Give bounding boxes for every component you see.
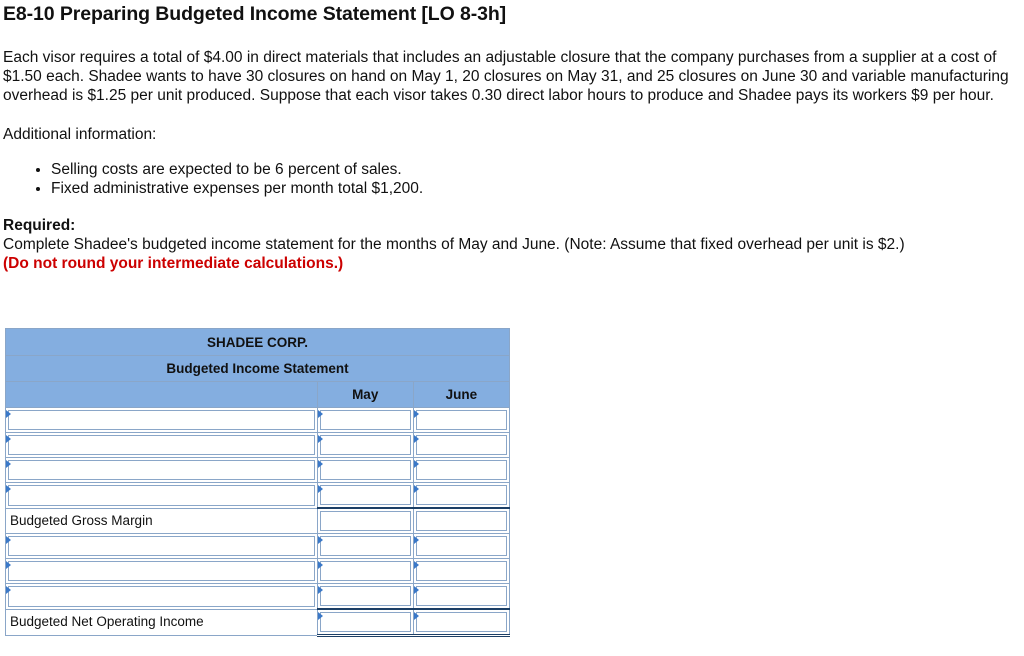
page-title: E8-10 Preparing Budgeted Income Statement [LO 8-3h]	[3, 3, 507, 25]
may-gross-margin-input[interactable]	[317, 508, 413, 534]
income-statement-table	[5, 328, 510, 637]
june-amount-input[interactable]	[413, 458, 509, 483]
dropdown-marker-icon	[414, 561, 419, 569]
june-amount-input[interactable]	[413, 559, 509, 584]
label-column-header	[6, 382, 318, 408]
row-label-dropdown[interactable]	[6, 559, 318, 584]
june-amount-input[interactable]	[413, 433, 509, 458]
may-amount-input[interactable]	[317, 433, 413, 458]
table-row	[6, 534, 510, 559]
dropdown-marker-icon	[318, 410, 323, 418]
table-row	[6, 584, 510, 610]
june-amount-input[interactable]	[413, 483, 509, 509]
table-row	[6, 559, 510, 584]
intro-paragraph: Each visor requires a total of $4.00 in direct materials that includes an adjustable closure that the company purchases from a supplier at a cost of $1.50 each. Shadee wants to have 30 closures on hand on May 1, 20 closures on May 31, and 25 closures on June 30 and variable manufacturing overhead is $1.25 per unit produced. Suppose that each visor takes 0.30 direct labor hours to produce and Shadee pays its workers $9 per hour.	[3, 49, 1009, 104]
may-column-header: May	[317, 382, 413, 408]
table-row	[6, 483, 510, 509]
row-label-dropdown[interactable]	[6, 433, 318, 458]
dropdown-marker-icon	[318, 536, 323, 544]
additional-info-list	[3, 160, 1021, 198]
dropdown-marker-icon	[414, 536, 419, 544]
dropdown-marker-icon	[318, 460, 323, 468]
may-amount-input[interactable]	[317, 458, 413, 483]
dropdown-marker-icon	[6, 435, 11, 443]
june-column-header: June	[413, 382, 509, 408]
column-header-row	[6, 382, 510, 408]
net-operating-income-label	[6, 609, 318, 636]
statement-title-row	[6, 356, 510, 382]
statement-title: Budgeted Income Statement	[6, 356, 510, 382]
additional-info-label: Additional information:	[3, 126, 157, 143]
dropdown-marker-icon	[414, 460, 419, 468]
table-row	[6, 458, 510, 483]
may-amount-input[interactable]	[317, 559, 413, 584]
bullet-selling-costs: • Selling costs are expected to be 6 percent of sales.	[51, 160, 1021, 179]
dropdown-marker-icon	[414, 612, 419, 620]
dropdown-marker-icon	[318, 435, 323, 443]
row-label-dropdown[interactable]	[6, 534, 318, 559]
dropdown-marker-icon	[318, 612, 323, 620]
may-amount-input[interactable]	[317, 483, 413, 509]
required-text: Complete Shadee's budgeted income statement for the months of May and June. (Note: Assume that fixed overhead per unit is $2.)	[3, 236, 905, 253]
may-amount-input[interactable]	[317, 584, 413, 610]
dropdown-marker-icon	[6, 536, 11, 544]
row-label-dropdown[interactable]	[6, 408, 318, 433]
statement-company: SHADEE CORP.	[6, 329, 510, 356]
dropdown-marker-icon	[414, 586, 419, 594]
june-amount-input[interactable]	[413, 584, 509, 610]
dropdown-marker-icon	[6, 561, 11, 569]
june-net-income-input[interactable]	[413, 609, 509, 636]
row-label-dropdown[interactable]	[6, 483, 318, 509]
dropdown-marker-icon	[318, 586, 323, 594]
bullet-admin-expenses: • Fixed administrative expenses per month total $1,200.	[51, 179, 1021, 198]
required-note: (Do not round your intermediate calculations.)	[3, 255, 344, 272]
gross-margin-row	[6, 508, 510, 534]
may-amount-input[interactable]	[317, 408, 413, 433]
dropdown-marker-icon	[6, 586, 11, 594]
gross-margin-label-text: Budgeted Gross Margin	[10, 512, 153, 528]
may-net-income-input[interactable]	[317, 609, 413, 636]
june-gross-margin-input[interactable]	[413, 508, 509, 534]
dropdown-marker-icon	[414, 485, 419, 493]
row-label-dropdown[interactable]	[6, 458, 318, 483]
net-operating-income-label-text: Budgeted Net Operating Income	[10, 614, 204, 630]
june-amount-input[interactable]	[413, 408, 509, 433]
row-label-dropdown[interactable]	[6, 584, 318, 610]
required-label: Required:	[3, 217, 76, 234]
dropdown-marker-icon	[6, 485, 11, 493]
june-amount-input[interactable]	[413, 534, 509, 559]
dropdown-marker-icon	[6, 410, 11, 418]
dropdown-marker-icon	[318, 485, 323, 493]
may-amount-input[interactable]	[317, 534, 413, 559]
gross-margin-label	[6, 508, 318, 534]
dropdown-marker-icon	[318, 561, 323, 569]
net-operating-income-row	[6, 609, 510, 636]
table-row	[6, 433, 510, 458]
dropdown-marker-icon	[414, 410, 419, 418]
statement-company-row	[6, 329, 510, 356]
table-row	[6, 408, 510, 433]
dropdown-marker-icon	[6, 460, 11, 468]
dropdown-marker-icon	[414, 435, 419, 443]
